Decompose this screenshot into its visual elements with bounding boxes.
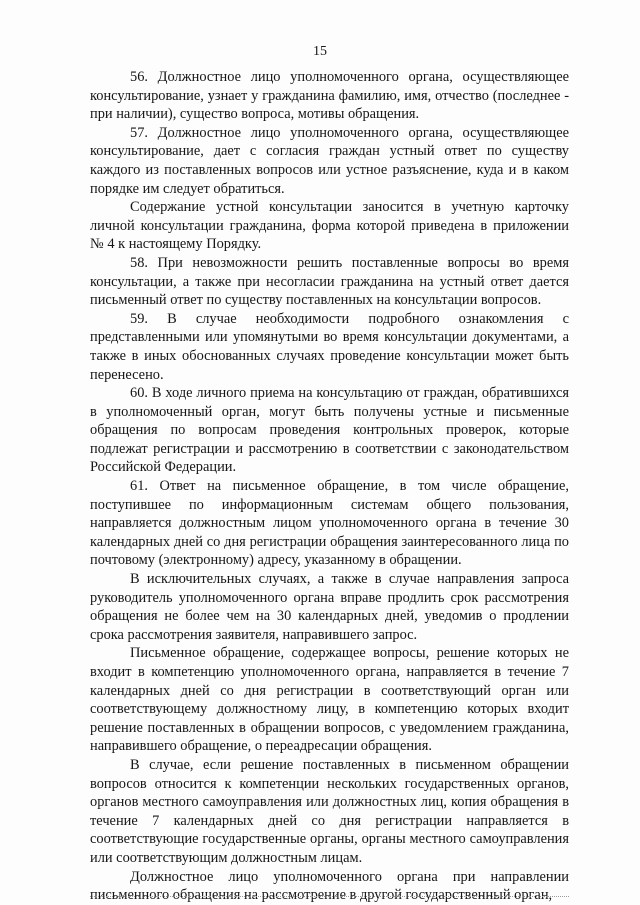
paragraph-58: 58. При невозможности решить поставленные вопросы во время консультации, а также при несогласии гражданина на устный ответ дается письменный ответ по существу поставленных на консультации вопросов. [90,254,569,309]
paragraph-written-request-redirect: Письменное обращение, содержащее вопросы, решение которых не входит в компетенцию уполномоченного органа, направляется в течение 7 календарных дней со дня регистрации в соответствующий орган или соответствующему должностному лицу, в компетенцию которых входит решение поставленных в обращении вопросов, с уведомлением гражданина, направившего обращение, о переадресации обращения. [90,645,569,755]
paragraph-official-forwarding: Должностное лицо уполномоченного органа при направлении письменного обращения на рассмотрение в другой государственный орган, [90,868,569,904]
paragraph-59: 59. В случае необходимости подробного ознакомления с представленными или упомянутыми во время консультации документами, а также в иных обоснованных случаях проведение консультации может быть перенесено. [90,310,569,383]
paragraph-multiple-authorities: В случае, если решение поставленных в письменном обращении вопросов относится к компетенции нескольких государственных органов, органов местного самоуправления или должностных лиц, копия обращения в течение 7 календарных дней со дня регистрации направляется в соответствующие государственные органы, органы местного самоуправления или соответствующим должностным лицам. [90,756,569,866]
paragraph-exceptional-cases: В исключительных случаях, а также в случае направления запроса руководитель уполномоченного органа вправе продлить срок рассмотрения обращения не более чем на 30 календарных дней, уведомив о продлении срока рассмотрения заявителя, направившего запрос. [90,571,569,643]
document-body [90,68,569,905]
scan-edge-line [90,896,569,897]
paragraph-60: 60. В ходе личного приема на консультацию от граждан, обратившихся в уполномоченный орган, могут быть получены устные и письменные обращения по вопросам проведения контрольных проверок, которые подлежат регистрации и рассмотрению в соответствии с законодательством Российской Федерации. [90,385,569,476]
page-number: 15 [313,44,327,59]
paragraph-61: 61. Ответ на письменное обращение, в том числе обращение, поступившее по информационным системам общего пользования, направляется должностным лицом уполномоченного органа в течение 30 календарных дней со дня регистрации обращения заинтересованного лица по почтовому (электронному) адресу, указанному в обращении. [90,478,569,569]
paragraph-56: 56. Должностное лицо уполномоченного органа, осуществляющее консультирование, узнает у гражданина фамилию, имя, отчество (последнее - при наличии), существо вопроса, мотивы обращения. [90,69,569,123]
paragraph-57: 57. Должностное лицо уполномоченного органа, осуществляющее консультирование, дает с согласия граждан устный ответ по существу каждого из поставленных вопросов или устное разъяснение, куда и в каком порядке им следует обратиться. [90,124,569,197]
paragraph-oral-consultation-record: Содержание устной консультации заносится в учетную карточку личной консультации гражданина, форма которой приведена в приложении № 4 к настоящему Порядку. [90,199,569,253]
